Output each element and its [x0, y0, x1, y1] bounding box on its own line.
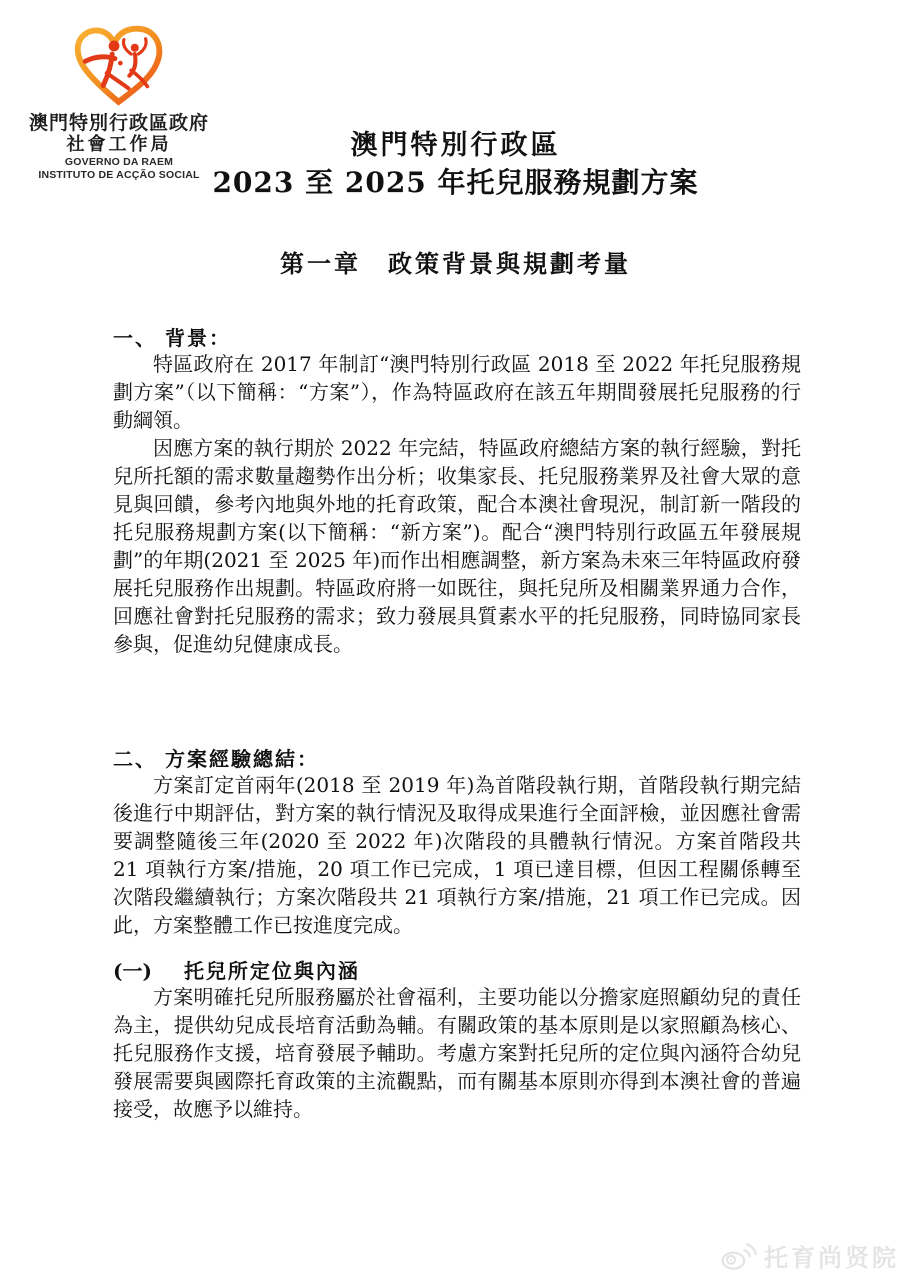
paragraph: 特區政府在 2017 年制訂“澳門特別行政區 2018 至 2022 年托兒服務規劃方案”（以下簡稱：“方案”），作為特區政府在該五年期間發展托兒服務的行動綱領。 [113, 352, 801, 432]
section-title: 方案經驗總結： [165, 747, 319, 771]
watermark [720, 1238, 899, 1273]
section-heading-plan-summary [113, 747, 801, 771]
document-body [113, 0, 801, 1123]
paragraph: 方案明確托兒所服務屬於社會福利，主要功能以分擔家庭照顧幼兒的責任為主，提供幼兒成長培育活動為輔。有關政策的基本原則是以家照顧為核心、托兒服務作支援，培育發展予輔助。考慮方案對托兒所的定位與內涵符合幼兒發展需要與國際托育政策的主流觀點，而有關基本原則亦得到本澳社會的普遍接受，故應予以維持。 [113, 985, 801, 1121]
subsection-number: (一) [113, 959, 152, 983]
paragraph: 因應方案的執行期於 2022 年完結，特區政府總結方案的執行經驗，對托兒所托額的需求數量趨勢作出分析；收集家長、托兒服務業界及社會大眾的意見與回饋，參考內地與外地的托育政策，配合本澳社會現況，制訂新一階段的托兒服務規劃方案(以下簡稱：“新方案”)。配合“澳門特別行政區五年發展規劃”的年期(2021 至 2025 年)而作出相應調整，新方案為未來三年特區政府發展托兒服務作出規劃。特區政府將一如既往，與托兒所及相關業界通力合作，回應社會對托兒服務的需求；致力發展具質素水平的托兒服務，同時協同家長參與，促進幼兒健康成長。 [113, 436, 801, 656]
subsection-title: 托兒所定位與內涵 [183, 959, 360, 983]
section-number: 一、 [113, 326, 157, 350]
section-number: 二、 [113, 747, 157, 771]
weibo-icon [720, 1241, 758, 1271]
chapter-heading: 第一章 政策背景與規劃考量 [280, 249, 631, 278]
section-heading-background [113, 326, 801, 350]
paragraph: 方案訂定首兩年(2018 至 2019 年)為首階段執行期，首階段執行期完結後進行中期評估，對方案的執行情況及取得成果進行全面評檢，並因應社會需要調整隨後三年(2020 至 2022 年)次階段的具體執行情況。方案首階段共 21 項執行方案/措施，20 項工作已完成，1 項已達目標，但因工程關係轉至次階段繼續執行；方案次階段共 21 項執行方案/措施，21 項工作已完成。因此，方案整體工作已按進度完成。 [113, 773, 801, 937]
document-title-line2: 2023 至 2025 年托兒服務規劃方案 [212, 166, 699, 199]
section-title: 背景： [165, 326, 231, 350]
document-title-line1: 澳門特別行政區 [350, 130, 561, 161]
subsection-heading-positioning [113, 959, 801, 983]
watermark-text: 托育尚贤院 [764, 1244, 899, 1272]
agency-name-zh-line2: 社會工作局 [66, 134, 172, 155]
agency-name-pt-line2: INSTITUTO DE ACÇÃO SOCIAL [38, 169, 200, 181]
agency-name-pt-line1: GOVERNO DA RAEM [64, 156, 174, 168]
agency-name-zh-line1: 澳門特別行政區政府 [28, 112, 209, 134]
